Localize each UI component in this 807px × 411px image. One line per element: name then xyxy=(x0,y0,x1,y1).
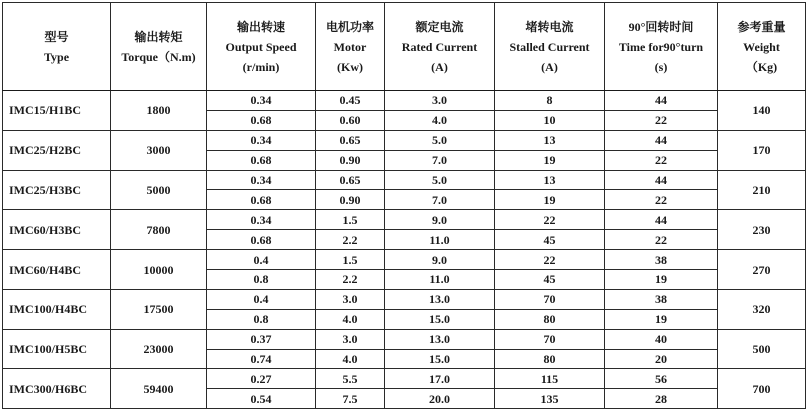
turn-time-cell: 19 xyxy=(605,270,718,290)
table-row xyxy=(3,210,806,230)
output-speed-cell: 0.4 xyxy=(207,289,316,309)
motor-power-cell: 0.60 xyxy=(316,110,385,130)
motor-power-cell: 4.0 xyxy=(316,309,385,329)
header-motor-power-line: (Kw) xyxy=(337,59,363,74)
header-motor-power xyxy=(316,3,385,91)
header-row xyxy=(3,3,806,91)
header-rated-current-line: 额定电流 xyxy=(415,19,464,34)
rated-current-cell: 3.0 xyxy=(385,91,495,111)
output-speed-cell: 0.68 xyxy=(207,230,316,250)
rated-current-cell: 9.0 xyxy=(385,250,495,270)
table-row xyxy=(3,250,806,270)
table-row xyxy=(3,289,806,309)
torque-cell: 10000 xyxy=(111,250,207,290)
output-speed-cell: 0.34 xyxy=(207,130,316,150)
output-speed-cell: 0.34 xyxy=(207,170,316,190)
rated-current-cell: 7.0 xyxy=(385,190,495,210)
turn-time-cell: 19 xyxy=(605,309,718,329)
stalled-current-cell: 13 xyxy=(495,170,605,190)
rated-current-cell: 5.0 xyxy=(385,130,495,150)
output-speed-cell: 0.37 xyxy=(207,329,316,349)
header-turn-time-line: (s) xyxy=(654,59,668,74)
rated-current-cell: 17.0 xyxy=(385,369,495,389)
header-weight xyxy=(718,3,806,91)
rated-current-cell: 5.0 xyxy=(385,170,495,190)
output-speed-cell: 0.27 xyxy=(207,369,316,389)
output-speed-cell: 0.74 xyxy=(207,349,316,369)
stalled-current-cell: 8 xyxy=(495,91,605,111)
model-type-cell: IMC25/H2BC xyxy=(3,130,111,170)
header-stalled-current-line: Stalled Current xyxy=(509,39,590,54)
table-row xyxy=(3,369,806,389)
spec-table xyxy=(2,2,806,409)
model-type-cell: IMC100/H4BC xyxy=(3,289,111,329)
motor-power-cell: 0.90 xyxy=(316,190,385,210)
rated-current-cell: 4.0 xyxy=(385,110,495,130)
turn-time-cell: 56 xyxy=(605,369,718,389)
header-motor-power-line: 电机功率 xyxy=(325,19,374,34)
table-row xyxy=(3,329,806,349)
stalled-current-cell: 19 xyxy=(495,190,605,210)
stalled-current-cell: 115 xyxy=(495,369,605,389)
table-header xyxy=(3,3,806,91)
turn-time-cell: 38 xyxy=(605,250,718,270)
rated-current-cell: 20.0 xyxy=(385,389,495,409)
stalled-current-cell: 80 xyxy=(495,309,605,329)
stalled-current-cell: 80 xyxy=(495,349,605,369)
turn-time-cell: 44 xyxy=(605,210,718,230)
output-speed-cell: 0.8 xyxy=(207,309,316,329)
torque-cell: 5000 xyxy=(111,170,207,210)
header-output-speed-line: 输出转速 xyxy=(236,19,285,34)
header-type-line: 型号 xyxy=(44,29,69,44)
header-stalled-current-line: 堵转电流 xyxy=(525,19,574,34)
stalled-current-cell: 13 xyxy=(495,130,605,150)
header-rated-current xyxy=(385,3,495,91)
motor-power-cell: 5.5 xyxy=(316,369,385,389)
header-torque-line: Torque（N.m) xyxy=(121,49,196,64)
turn-time-cell: 40 xyxy=(605,329,718,349)
motor-power-cell: 7.5 xyxy=(316,389,385,409)
header-motor-power-line: Motor xyxy=(333,39,367,54)
header-torque xyxy=(111,3,207,91)
stalled-current-cell: 10 xyxy=(495,110,605,130)
output-speed-cell: 0.34 xyxy=(207,210,316,230)
turn-time-cell: 28 xyxy=(605,389,718,409)
turn-time-cell: 44 xyxy=(605,130,718,150)
turn-time-cell: 44 xyxy=(605,170,718,190)
rated-current-cell: 11.0 xyxy=(385,230,495,250)
motor-power-cell: 1.5 xyxy=(316,250,385,270)
header-weight-line: （Kg) xyxy=(745,59,778,74)
model-type-cell: IMC60/H4BC xyxy=(3,250,111,290)
rated-current-cell: 15.0 xyxy=(385,349,495,369)
weight-cell: 700 xyxy=(718,369,806,409)
turn-time-cell: 38 xyxy=(605,289,718,309)
weight-cell: 230 xyxy=(718,210,806,250)
motor-power-cell: 3.0 xyxy=(316,329,385,349)
output-speed-cell: 0.68 xyxy=(207,190,316,210)
rated-current-cell: 13.0 xyxy=(385,329,495,349)
stalled-current-cell: 45 xyxy=(495,230,605,250)
torque-cell: 23000 xyxy=(111,329,207,369)
stalled-current-cell: 70 xyxy=(495,329,605,349)
torque-cell: 59400 xyxy=(111,369,207,409)
model-type-cell: IMC15/H1BC xyxy=(3,91,111,131)
turn-time-cell: 22 xyxy=(605,150,718,170)
output-speed-cell: 0.68 xyxy=(207,110,316,130)
turn-time-cell: 22 xyxy=(605,110,718,130)
header-type-line: Type xyxy=(43,49,70,64)
torque-cell: 7800 xyxy=(111,210,207,250)
table-row xyxy=(3,170,806,190)
model-type-cell: IMC60/H3BC xyxy=(3,210,111,250)
header-torque-line: 输出转矩 xyxy=(134,29,183,44)
header-output-speed-line: (r/min) xyxy=(242,59,280,74)
turn-time-cell: 22 xyxy=(605,190,718,210)
stalled-current-cell: 70 xyxy=(495,289,605,309)
header-stalled-current-line: (A) xyxy=(541,59,558,74)
turn-time-cell: 20 xyxy=(605,349,718,369)
motor-power-cell: 0.65 xyxy=(316,130,385,150)
weight-cell: 270 xyxy=(718,250,806,290)
header-turn-time-line: 90°回转时间 xyxy=(628,19,694,34)
header-weight-line: 参考重量 xyxy=(737,19,786,34)
turn-time-cell: 22 xyxy=(605,230,718,250)
motor-power-cell: 2.2 xyxy=(316,230,385,250)
torque-cell: 17500 xyxy=(111,289,207,329)
stalled-current-cell: 45 xyxy=(495,270,605,290)
weight-cell: 320 xyxy=(718,289,806,329)
rated-current-cell: 13.0 xyxy=(385,289,495,309)
weight-cell: 500 xyxy=(718,329,806,369)
stalled-current-cell: 135 xyxy=(495,389,605,409)
header-type xyxy=(3,3,111,91)
output-speed-cell: 0.54 xyxy=(207,389,316,409)
stalled-current-cell: 22 xyxy=(495,210,605,230)
motor-power-cell: 2.2 xyxy=(316,270,385,290)
header-turn-time-line: Time for90°turn xyxy=(618,39,704,54)
output-speed-cell: 0.68 xyxy=(207,150,316,170)
header-stalled-current xyxy=(495,3,605,91)
stalled-current-cell: 22 xyxy=(495,250,605,270)
table-row xyxy=(3,91,806,111)
weight-cell: 140 xyxy=(718,91,806,131)
motor-power-cell: 0.65 xyxy=(316,170,385,190)
rated-current-cell: 7.0 xyxy=(385,150,495,170)
model-type-cell: IMC300/H6BC xyxy=(3,369,111,409)
motor-power-cell: 0.45 xyxy=(316,91,385,111)
output-speed-cell: 0.34 xyxy=(207,91,316,111)
motor-power-cell: 3.0 xyxy=(316,289,385,309)
model-type-cell: IMC100/H5BC xyxy=(3,329,111,369)
weight-cell: 210 xyxy=(718,170,806,210)
rated-current-cell: 11.0 xyxy=(385,270,495,290)
header-rated-current-line: (A) xyxy=(431,59,448,74)
header-weight-line: Weight xyxy=(743,39,780,54)
rated-current-cell: 9.0 xyxy=(385,210,495,230)
output-speed-cell: 0.8 xyxy=(207,270,316,290)
torque-cell: 3000 xyxy=(111,130,207,170)
motor-power-cell: 0.90 xyxy=(316,150,385,170)
stalled-current-cell: 19 xyxy=(495,150,605,170)
table-row xyxy=(3,130,806,150)
weight-cell: 170 xyxy=(718,130,806,170)
motor-power-cell: 4.0 xyxy=(316,349,385,369)
model-type-cell: IMC25/H3BC xyxy=(3,170,111,210)
header-turn-time xyxy=(605,3,718,91)
torque-cell: 1800 xyxy=(111,91,207,131)
header-output-speed-line: Output Speed xyxy=(225,39,297,54)
motor-power-cell: 1.5 xyxy=(316,210,385,230)
header-output-speed xyxy=(207,3,316,91)
turn-time-cell: 44 xyxy=(605,91,718,111)
output-speed-cell: 0.4 xyxy=(207,250,316,270)
rated-current-cell: 15.0 xyxy=(385,309,495,329)
table-body xyxy=(3,91,806,409)
header-rated-current-line: Rated Current xyxy=(401,39,478,54)
